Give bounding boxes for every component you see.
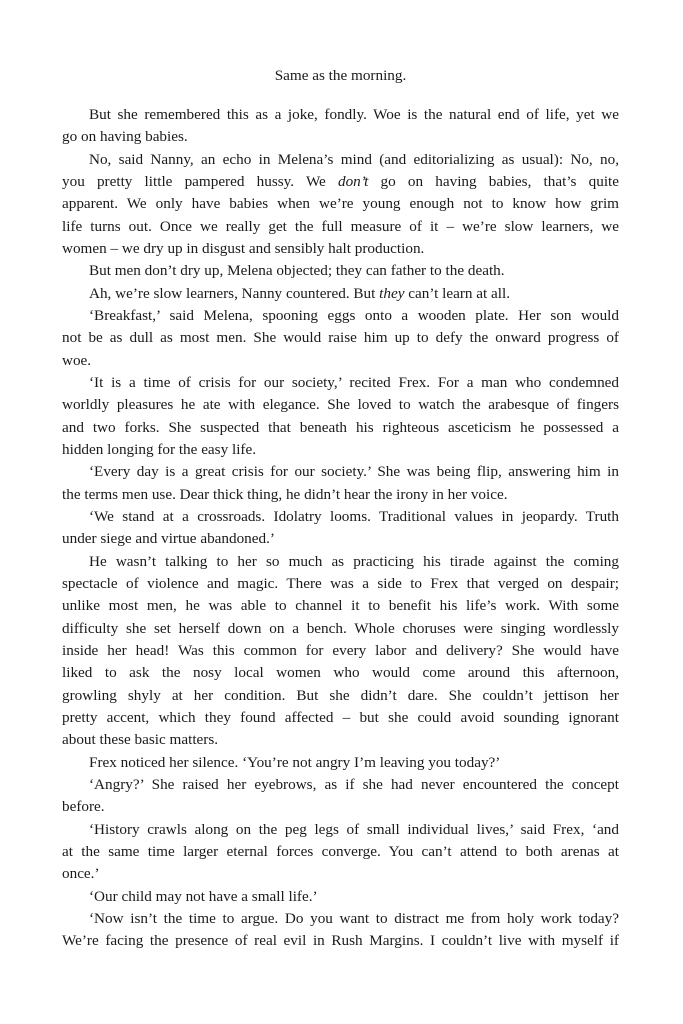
- text-line: ‘Every day is a great crisis for our society.’ She was being flip, answering him in: [89, 463, 619, 480]
- text-line: No, said Nanny, an echo in Melena’s mind (and editorializing as usual): No, no,: [89, 151, 619, 168]
- text-line: ‘Breakfast,’ said Melena, spooning eggs onto a wooden plate. Her son would: [89, 307, 619, 324]
- text-line: apparent. We only have babies when we’re young enough not to know how grim: [62, 195, 619, 212]
- text-line: at the same time larger eternal forces converge. You can’t attend to both arenas at: [62, 843, 619, 860]
- text-line: He wasn’t talking to her so much as practicing his tirade against the coming: [89, 553, 619, 570]
- text-line: the terms men use. Dear thick thing, he didn’t hear the irony in her voice.: [62, 486, 508, 503]
- text-line: before.: [62, 798, 105, 815]
- text-line: and two forks. She suspected that beneath his righteous asceticism he possessed a: [62, 419, 619, 436]
- text-line: difficulty she set herself down on a bench. Whole choruses were singing wordlessly: [62, 620, 619, 637]
- text-line: ‘Now isn’t the time to argue. Do you want to distract me from holy work today?: [89, 910, 619, 927]
- text-line: unlike most men, he was able to channel it to benefit his life’s work. With some: [62, 597, 619, 614]
- emphasis-text: they: [379, 285, 405, 302]
- text-line: liked to ask the nosy local women who would come around this afternoon,: [62, 664, 619, 681]
- text-line: ‘Angry?’ She raised her eyebrows, as if she had never encountered the concept: [89, 776, 619, 793]
- text-line: woe.: [62, 352, 92, 369]
- text-line: life turns out. Once we really get the full measure of it – we’re slow learners, we: [62, 218, 619, 235]
- text-line: spectacle of violence and magic. There was a side to Frex that verged on despair;: [62, 575, 619, 592]
- text-line: Ah, we’re slow learners, Nanny countered. But they can’t learn at all.: [89, 285, 511, 302]
- text-line: ‘History crawls along on the peg legs of small individual lives,’ said Frex, ‘and: [89, 821, 619, 838]
- text-line: pretty accent, which they found affected – but she could avoid sounding ignorant: [62, 709, 619, 726]
- emphasis-text: don’t: [337, 173, 369, 190]
- text-line: inside her head! Was this common for every labor and delivery? She would have: [62, 642, 619, 659]
- text-line: not be as dull as most men. She would raise him up to defy the onward progress of: [62, 329, 619, 346]
- page-header: Same as the morning.: [274, 67, 407, 84]
- text-line: hidden longing for the easy life.: [62, 441, 257, 458]
- text-line: about these basic matters.: [62, 731, 219, 748]
- text-line: growling shyly at her condition. But she didn’t dare. She couldn’t jettison her: [62, 687, 619, 704]
- text-line: go on having babies.: [62, 128, 188, 145]
- text-line: under siege and virtue abandoned.’: [62, 530, 275, 547]
- text-line: worldly pleasures he ate with elegance. She loved to watch the arabesque of fingers: [62, 396, 619, 413]
- text-line: But she remembered this as a joke, fondly. Woe is the natural end of life, yet we: [89, 106, 619, 123]
- text-line: ‘It is a time of crisis for our society,’ recited Frex. For a man who condemned: [89, 374, 619, 391]
- text-line: But men don’t dry up, Melena objected; they can father to the death.: [89, 262, 505, 279]
- text-line: ‘Our child may not have a small life.’: [89, 888, 318, 905]
- text-line: women – we dry up in disgust and sensibly halt production.: [62, 240, 425, 257]
- text-line: you pretty little pampered hussy. We don’t go on having babies, that’s quite: [62, 173, 619, 190]
- text-line: Frex noticed her silence. ‘You’re not angry I’m leaving you today?’: [89, 754, 501, 771]
- text-line: ‘We stand at a crossroads. Idolatry looms. Traditional values in jeopardy. Truth: [89, 508, 619, 525]
- text-line: once.’: [62, 865, 100, 882]
- text-line: We’re facing the presence of real evil in Rush Margins. I couldn’t live with myself if: [62, 932, 619, 949]
